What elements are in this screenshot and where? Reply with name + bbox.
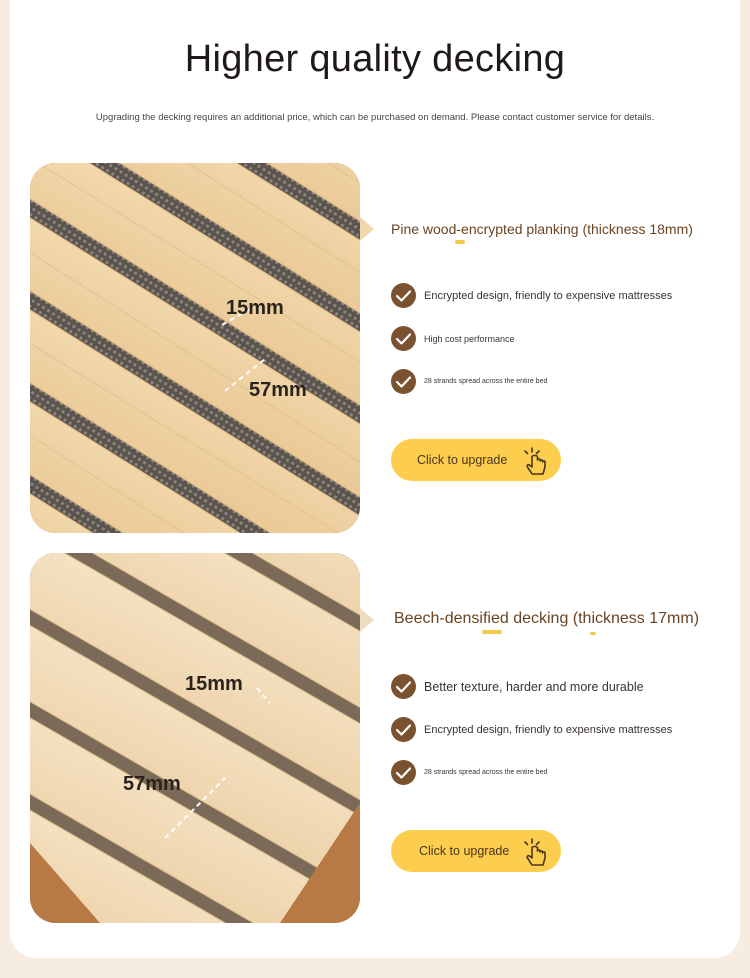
gap-dimension-label: 15mm [185,673,243,695]
pine-decking-photo [30,163,360,533]
feature-item [391,326,515,351]
width-dimension-label: 57mm [249,379,307,401]
check-icon [391,283,416,308]
check-icon [391,369,416,394]
title-underline [482,630,502,634]
width-dimension-label: 57mm [123,773,181,795]
beech-decking-photo [30,553,360,923]
gap-dimension-label: 15mm [226,297,284,319]
feature-item [391,717,672,742]
feature-item [391,283,672,308]
title-underline [455,240,465,244]
page-subtitle: Upgrading the decking requires an additional price, which can be purchased on demand. Please contact customer service for details. [95,112,655,123]
check-icon [391,326,416,351]
feature-text: 28 strands spread across the entire bed [424,378,548,385]
check-icon [391,760,416,785]
check-icon [391,717,416,742]
hand-tap-icon [519,445,553,477]
page-title: Higher quality decking [184,38,566,80]
photo-pointer [360,608,374,632]
feature-item [391,369,547,394]
feature-text: Better texture, harder and more durable [424,679,644,694]
feature-text: Encrypted design, friendly to expensive mattresses [424,723,673,736]
check-icon [391,674,416,699]
feature-item [391,674,644,699]
title-underline [590,632,596,635]
upgrade-button-label: Click to upgrade [417,453,508,467]
feature-item [391,760,547,785]
product-name-beech: Beech-densified decking (thickness 17mm) [394,610,700,627]
upgrade-button-beech[interactable] [391,830,561,872]
feature-text: Encrypted design, friendly to expensive mattresses [424,289,673,302]
upgrade-button-pine[interactable] [391,439,561,481]
feature-text: High cost performance [424,333,515,344]
upgrade-button-label: Click to upgrade [419,844,510,858]
product-name-pine: Pine wood-encrypted planking (thickness 18mm) [391,221,693,237]
feature-text: 28 strands spread across the entire bed [424,769,548,776]
hand-tap-icon [519,836,553,868]
photo-pointer [360,217,374,241]
